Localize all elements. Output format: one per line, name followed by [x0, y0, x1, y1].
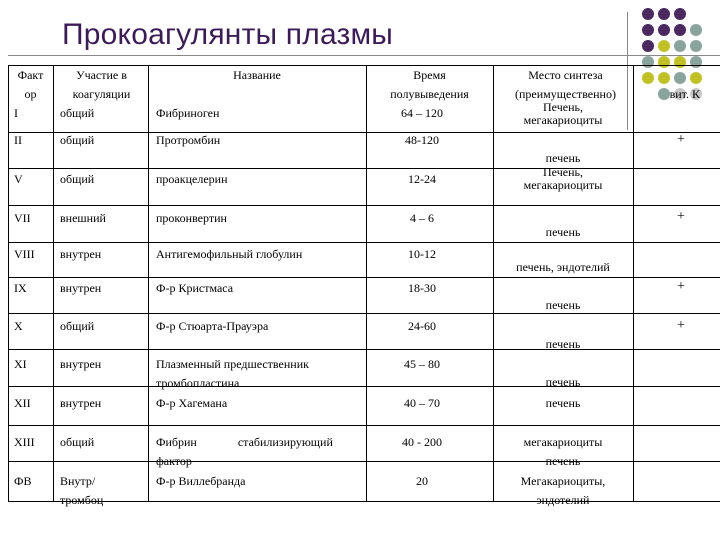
- header-synthesis-site: [493, 66, 638, 104]
- row-name-line1: Плазменный предшественник: [156, 357, 309, 371]
- row-synthesis-site: печень: [545, 396, 581, 410]
- row-participation: внутрен: [60, 357, 102, 371]
- header-factor-line2: ор: [24, 87, 37, 101]
- row-participation: общий: [60, 106, 95, 120]
- slide-title: Прокоагулянты плазмы: [62, 18, 394, 51]
- header-site-line2: (преимущественно): [515, 87, 616, 101]
- row-participation: внутрен: [60, 396, 102, 410]
- row-synthesis-site: печень: [545, 298, 581, 312]
- decor-dot: [658, 40, 670, 52]
- decor-dot: [642, 40, 654, 52]
- vitamin-k-plus: +: [677, 132, 685, 147]
- row-participation: внутрен: [60, 247, 102, 261]
- row-participation-line1: Внутр/: [60, 474, 96, 488]
- vitamin-k-plus: +: [677, 279, 685, 294]
- row-name-line1: Фибрин стабилизирующий: [156, 435, 333, 449]
- row-factor: X: [14, 319, 23, 333]
- decor-dot: [674, 40, 686, 52]
- row-participation: общий: [60, 172, 95, 186]
- row-participation: общий: [60, 133, 95, 147]
- decor-dot: [658, 24, 670, 36]
- row-name-line2: фактор: [156, 454, 192, 468]
- row-half-life: 12-24: [408, 172, 436, 186]
- header-participation: [55, 66, 148, 104]
- row-site-line2: печень: [545, 454, 581, 468]
- row-synthesis-site: печень, эндотелий: [516, 260, 610, 274]
- row-half-life: 20: [416, 474, 428, 488]
- header-half-life: [366, 66, 493, 104]
- row-site-line2: мегакариоциты: [523, 113, 603, 127]
- row-participation: внутрен: [60, 281, 102, 295]
- row-factor: II: [14, 133, 22, 147]
- row-factor: ФВ: [14, 474, 32, 488]
- row-synthesis-site: [493, 472, 633, 510]
- row-participation: внешний: [60, 211, 106, 225]
- row-site-line2: эндотелий: [536, 493, 590, 507]
- row-name: Протромбин: [156, 133, 221, 147]
- row-synthesis-site: [493, 101, 633, 127]
- decor-dot: [642, 24, 654, 36]
- row-participation-line2: тромбоц: [60, 493, 104, 507]
- row-name: [156, 433, 352, 471]
- row-name-line2: тромбопластина: [156, 376, 240, 390]
- row-synthesis-site: печень: [545, 375, 581, 389]
- row-site-line1: Печень,: [543, 100, 583, 114]
- decor-dot: [674, 8, 686, 20]
- decor-dot: [674, 24, 686, 36]
- row-factor: VIII: [14, 247, 35, 261]
- row-site-line1: Мегакариоциты,: [520, 474, 606, 488]
- row-site-line2: мегакариоциты: [523, 178, 603, 192]
- row-factor: VII: [14, 211, 31, 225]
- decor-dot: [658, 8, 670, 20]
- row-name: Ф-р Хагемана: [156, 396, 228, 410]
- row-participation: [60, 472, 103, 510]
- row-name: Антигемофильный глобулин: [156, 247, 303, 261]
- row-site-line1: Печень,: [543, 165, 583, 179]
- row-factor: XII: [14, 396, 31, 410]
- header-factor: [8, 66, 53, 104]
- decor-dot: [642, 8, 654, 20]
- row-factor: IX: [14, 281, 27, 295]
- row-half-life: 18-30: [408, 281, 436, 295]
- row-name: [156, 355, 309, 393]
- row-name: Ф-р Кристмаса: [156, 281, 234, 295]
- header-name: Название: [233, 68, 281, 82]
- row-half-life: 45 – 80: [404, 357, 440, 371]
- row-name: проакцелерин: [156, 172, 228, 186]
- header-factor-line1: Факт: [17, 68, 44, 82]
- row-name: проконвертин: [156, 211, 227, 225]
- row-factor: XIII: [14, 435, 35, 449]
- row-synthesis-site: [493, 433, 633, 471]
- row-name: Ф-р Стюарта-Прауэра: [156, 319, 269, 333]
- header-half-life-line1: Время: [413, 68, 446, 82]
- row-factor: XI: [14, 357, 27, 371]
- row-half-life: 10-12: [408, 247, 436, 261]
- header-participation-line2: коагуляции: [72, 87, 131, 101]
- row-synthesis-site: печень: [545, 337, 581, 351]
- row-half-life: 4 – 6: [410, 211, 434, 225]
- header-vitamin-k: вит. К: [669, 87, 700, 101]
- row-site-line1: мегакариоциты: [523, 435, 603, 449]
- header-participation-line1: Участие в: [76, 68, 127, 82]
- row-participation: общий: [60, 319, 95, 333]
- vitamin-k-plus: +: [677, 209, 685, 224]
- row-name: Ф-р Виллебранда: [156, 474, 246, 488]
- row-half-life: 40 – 70: [404, 396, 440, 410]
- decor-dot: [690, 24, 702, 36]
- row-name: Фибриноген: [156, 106, 220, 120]
- decor-dot: [690, 40, 702, 52]
- row-half-life: 24-60: [408, 319, 436, 333]
- row-half-life: 40 - 200: [402, 435, 442, 449]
- row-factor: I: [14, 106, 18, 120]
- header-half-life-line2: полувыведения: [390, 87, 469, 101]
- vitamin-k-plus: +: [677, 318, 685, 333]
- row-synthesis-site: [493, 166, 633, 192]
- row-synthesis-site: печень: [545, 151, 581, 165]
- row-half-life: 64 – 120: [401, 106, 443, 120]
- row-synthesis-site: печень: [545, 225, 581, 239]
- header-site-line1: Место синтеза: [528, 68, 603, 82]
- row-participation: общий: [60, 435, 95, 449]
- row-factor: V: [14, 172, 23, 186]
- decor-horizontal-line: [8, 55, 720, 56]
- row-half-life: 48-120: [405, 133, 439, 147]
